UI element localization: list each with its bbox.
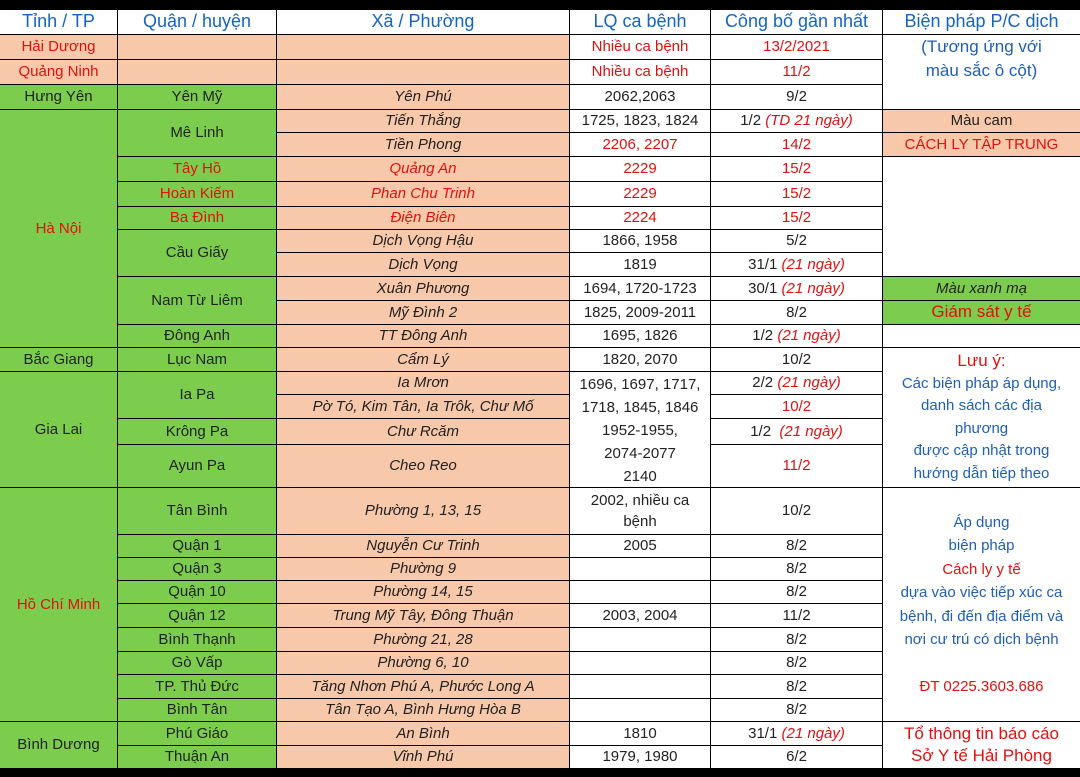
ward-quang-an [277,157,569,181]
ward-label: An Bình [396,724,450,742]
date-text: 8/2 [786,654,807,672]
ward-cam-ly [277,348,569,371]
ward-label: Phường 14, 15 [373,583,473,601]
cases-text: 1696, 1697, 1717, [579,376,701,393]
province-bac-giang [0,348,117,371]
measures-text: (Tương ứng với [921,37,1042,56]
date-text: 11/2 [782,63,811,81]
apply-text: biện pháp [948,537,1015,555]
cases-binh-thanh [570,628,710,651]
ward-label: Yên Phú [394,88,452,106]
ward-tien-thang [277,110,569,132]
ward-tt-dong-anh [277,325,569,347]
cases-text: 1718, 1845, 1846 [581,399,699,416]
ward-vinh-phu [277,746,569,768]
date-quang-an [711,157,882,181]
date-text: 8/2 [786,677,807,695]
apply-highlight: Cách ly y tế [942,560,1021,578]
ward-label: Cẩm Lý [397,350,449,368]
ward-label: Mỹ Đình 2 [388,303,458,321]
district-binh-tan [118,699,276,721]
district-label: Ba Đình [169,209,225,227]
date-phan-chu-trinh [711,182,882,206]
header-cases [570,10,710,34]
district-label: Đông Anh [164,327,230,345]
date-text: 1/2 [752,327,774,345]
header-announced [711,10,882,34]
header-province-text: Tỉnh / TP [22,11,95,32]
province-label: Hồ Chí Minh [16,595,101,613]
apply-line: Áp dụng [953,513,1010,531]
cases-thu-duc [570,675,710,698]
measures-green-label [883,277,1080,300]
report-line: Sở Y tế Hải Phòng [911,746,1052,765]
cases-xuan-phuong [570,277,710,300]
apply-line: nơi cư trú có dịch bệnh [904,631,1059,649]
cases-text: 1952-1955, [602,422,678,439]
cases-quang-ninh [570,60,710,84]
cases-text: Nhiều ca bệnh [591,63,689,81]
province-label: Bắc Giang [23,350,94,368]
district-label: Tân Bình [166,502,228,520]
province-label: Hải Dương [21,38,96,56]
date-binh-thanh [711,628,882,651]
district-label: Mê Linh [170,124,224,142]
cases-text: Nhiều ca bệnh [591,38,689,56]
cases-dien-bien [570,207,710,229]
district-thu-duc [118,675,276,698]
note-line: phương [954,419,1009,437]
date-quan-12 [711,604,882,627]
date-text: 5/2 [786,232,807,250]
measures-text: CÁCH LY TẬP TRUNG [904,135,1059,153]
province-binh-duong [0,722,117,768]
cases-phan-chu-trinh [570,182,710,206]
district-label: Krông Pa [165,422,229,440]
ward-label: Phan Chu Trinh [371,185,475,203]
ward-label: Phường 9 [389,560,457,578]
district-label: Quận 12 [168,606,226,624]
measures-note [883,348,1080,487]
ward-empty [277,35,569,59]
ward-label: Ia Mrơn [397,374,449,392]
district-label: Ayun Pa [168,457,226,475]
cases-text: 2229 [623,185,657,203]
header-province [0,10,117,34]
ward-label: Pờ Tó, Kim Tân, Ia Trôk, Chư Mố [312,397,534,415]
date-text: 9/2 [786,88,807,106]
ward-p-14-15 [277,581,569,603]
header-cases-text: LQ ca bệnh [593,11,687,32]
district-empty [118,35,276,59]
cases-text: 1820, 2070 [602,350,678,368]
date-text: 2/2 [752,374,774,392]
date-text: 14/2 [781,135,812,153]
header-district [118,10,276,34]
note-title: Lưu ý: [957,351,1006,370]
district-label: Ia Pa [179,386,215,404]
ward-p-21-28 [277,628,569,651]
date-text: 31/1 [748,255,778,273]
cases-hai-duong [570,35,710,59]
ward-label: Vĩnh Phú [392,748,454,766]
ward-phuong-9 [277,558,569,580]
district-tan-binh [118,488,276,534]
district-label: Quận 3 [172,560,222,578]
ward-label: Cheo Reo [389,457,457,475]
cases-quan-3 [570,558,710,580]
cases-text: 1725, 1823, 1824 [581,112,699,130]
district-label: Nam Từ Liêm [151,291,243,309]
province-label: Hà Nội [35,219,82,237]
cases-text: 1979, 1980 [602,748,678,766]
cases-text: 2224 [623,209,657,227]
district-krong-pa [118,419,276,444]
date-text: 15/2 [781,209,812,227]
note-line: được cập nhật trong [913,442,1050,459]
measures-text: Giám sát y tế [931,302,1032,322]
date-tan-binh [711,488,882,534]
ward-label: Tân Tạo A, Bình Hưng Hòa B [325,701,521,719]
ward-label: Tiền Phong [384,135,462,153]
date-tien-thang [711,110,882,132]
ward-chu-rcam [277,419,569,444]
cases-text: 1695, 1826 [602,327,678,345]
measures-text: Màu cam [950,112,1013,130]
district-label: Phú Giáo [165,724,229,742]
cases-yen-phu [570,85,710,109]
date-yen-phu [711,85,882,109]
cases-text: 2206, 2207 [602,135,678,153]
province-ha-noi [0,110,117,347]
province-label: Gia Lai [34,420,83,438]
measures-orange-label [883,110,1080,132]
measures-color-legend [883,35,1080,109]
cases-cam-ly [570,348,710,371]
date-text: 30/1 [748,279,778,297]
district-cau-giay [118,230,276,276]
ward-dich-vong-hau [277,230,569,252]
header-ward [277,10,569,34]
date-text: 10/2 [781,502,812,520]
ward-phan-chu-trinh [277,182,569,206]
ward-p-6-10 [277,652,569,674]
note-line: Các biện pháp áp dụng, [901,374,1062,392]
district-hoan-kiem [118,182,276,206]
date-an-binh [711,722,882,745]
date-note: (21 ngày) [777,327,841,345]
date-quan-10 [711,581,882,603]
cases-vinh-phu [570,746,710,768]
cases-quang-an [570,157,710,181]
district-tay-ho [118,157,276,181]
district-label: Gò Vấp [171,654,223,672]
measures-text: màu sắc ô cột) [925,61,1038,81]
date-vinh-phu [711,746,882,768]
ward-ia-mron [277,372,569,394]
province-quang-ninh [0,60,117,84]
note-line: hướng dẫn tiếp theo [913,464,1050,482]
date-text: 13/2/2021 [763,38,830,56]
date-text: 8/2 [786,303,807,321]
district-dong-anh [118,325,276,347]
date-quang-ninh [711,60,882,84]
province-hai-duong [0,35,117,59]
ward-label: Tăng Nhơn Phú A, Phước Long A [311,677,535,695]
ward-label: Phường 6, 10 [377,654,469,672]
cases-dich-vong [570,253,710,276]
date-xuan-phuong [711,277,882,300]
ward-an-binh [277,722,569,745]
date-text: 6/2 [786,748,807,766]
province-ho-chi-minh [0,488,117,721]
ward-cheo-reo [277,445,569,487]
district-label: Yên Mỹ [171,88,223,106]
date-text: 8/2 [786,701,807,719]
measures-text: Màu xanh mạ [936,279,1027,297]
date-binh-tan [711,699,882,721]
ward-tan-tao [277,699,569,721]
date-note: (TD 21 ngày) [765,112,853,130]
district-label: Bình Thạnh [158,630,236,648]
cases-quan-10 [570,581,710,603]
ward-label: Dịch Vọng [388,255,458,273]
note-line: danh sách các địa [921,397,1042,414]
cases-gia-lai [570,372,710,487]
district-quan-1 [118,535,276,557]
district-empty [118,60,276,84]
measures-report [883,722,1080,768]
ward-label: Phường 1, 13, 15 [364,502,482,520]
cases-text: 1866, 1958 [602,232,678,250]
cases-text: 2062,2063 [604,88,676,106]
date-text: 8/2 [786,583,807,601]
district-quan-10 [118,581,276,603]
date-text: 8/2 [786,560,807,578]
ward-label: Phường 21, 28 [373,630,473,648]
date-tien-phong [711,133,882,156]
cases-my-dinh-2 [570,301,710,324]
ward-label: Dịch Vọng Hậu [372,232,474,250]
ward-label: TT Đông Anh [378,327,468,345]
district-label: Quận 1 [172,537,222,555]
district-go-vap [118,652,276,674]
ward-p-1-13-15 [277,488,569,534]
ward-trung-my-tay [277,604,569,627]
measures-apply [883,488,1080,721]
header-measures [883,10,1080,34]
date-my-dinh-2 [711,301,882,324]
date-go-vap [711,652,882,674]
district-ia-pa [118,372,276,418]
date-ia-mron [711,372,882,394]
district-label: Lục Nam [166,350,228,368]
district-me-linh [118,110,276,156]
date-po-to [711,395,882,418]
province-gia-lai [0,372,117,487]
district-label: Bình Tân [166,701,228,719]
district-ayun-pa [118,445,276,487]
district-phu-giao [118,722,276,745]
ward-dien-bien [277,207,569,229]
measures-blank [883,325,1080,347]
date-quan-1 [711,535,882,557]
header-ward-text: Xã / Phường [371,11,475,32]
cases-go-vap [570,652,710,674]
cases-binh-tan [570,699,710,721]
header-announced-text: Công bố gần nhất [724,11,869,32]
district-quan-3 [118,558,276,580]
ward-xuan-phuong [277,277,569,300]
ward-dich-vong [277,253,569,276]
ward-po-to [277,395,569,418]
date-note: (21 ngày) [781,279,845,297]
date-cheo-reo [711,445,882,487]
district-quan-12 [118,604,276,627]
date-text: 31/1 [748,724,778,742]
district-label: TP. Thủ Đức [155,677,239,695]
cases-text: 2002, nhiều ca [590,492,690,509]
measures-orange-action [883,133,1080,156]
cases-text: 2229 [623,160,657,178]
date-note: (21 ngày) [781,724,845,742]
cases-text: 1825, 2009-2011 [583,303,697,321]
date-note: (21 ngày) [779,422,843,440]
date-dien-bien [711,207,882,229]
ward-empty [277,60,569,84]
date-chu-rcam [711,419,882,444]
date-hai-duong [711,35,882,59]
province-label: Quảng Ninh [18,63,99,81]
cases-tien-phong [570,133,710,156]
phone-number: ĐT 0225.3603.686 [919,677,1044,695]
cases-tan-binh [570,488,710,534]
cases-dong-anh [570,325,710,347]
cases-text: 1694, 1720-1723 [583,279,697,297]
cases-text: bệnh [623,513,657,530]
cases-text: 1819 [623,255,657,273]
date-cam-ly [711,348,882,371]
date-dong-anh [711,325,882,347]
district-ba-dinh [118,207,276,229]
ward-label: Quảng An [389,160,457,178]
date-note: (21 ngày) [777,374,841,392]
district-binh-thanh [118,628,276,651]
ward-label: Xuân Phương [376,279,470,297]
date-text: 1/2 [740,112,762,130]
cases-text: 2003, 2004 [602,606,678,624]
province-label: Hưng Yên [24,88,93,106]
report-line: Tổ thông tin báo cáo [903,724,1059,743]
cases-tien-thang [570,110,710,132]
date-quan-3 [711,558,882,580]
ward-tang-nhon-phu [277,675,569,698]
date-dich-vong [711,253,882,276]
date-text: 11/2 [782,606,811,624]
date-text: 1/2 [750,422,772,440]
date-text: 10/2 [781,350,812,368]
ward-label: Điện Biên [390,209,456,227]
district-nam-tu-liem [118,277,276,324]
ward-tien-phong [277,133,569,156]
district-label: Thuận An [164,748,230,766]
cases-an-binh [570,722,710,745]
district-label: Quận 10 [168,583,226,601]
date-text: 8/2 [786,630,807,648]
date-thu-duc [711,675,882,698]
district-luc-nam [118,348,276,371]
measures-blank [883,157,1080,276]
ward-nguyen-cu-trinh [277,535,569,557]
header-measures-text: Biện pháp P/C dịch [904,11,1059,32]
date-note: (21 ngày) [781,255,845,273]
measures-green-action [883,301,1080,324]
header-district-text: Quận / huyện [142,11,252,32]
district-yen-my [118,85,276,109]
ward-label: Trung Mỹ Tây, Đông Thuận [332,606,514,624]
ward-label: Nguyễn Cư Trinh [366,537,480,555]
district-label: Hoàn Kiếm [159,185,235,203]
cases-quan-12 [570,604,710,627]
cases-quan-1 [570,535,710,557]
date-text: 15/2 [781,160,812,178]
date-text: 10/2 [781,397,812,415]
date-text: 8/2 [786,537,807,555]
cases-dich-vong-hau [570,230,710,252]
date-text: 15/2 [781,185,812,203]
ward-yen-phu [277,85,569,109]
district-thuan-an [118,746,276,768]
ward-my-dinh-2 [277,301,569,324]
date-text: 11/2 [782,457,811,475]
province-label: Bình Dương [17,736,100,754]
district-label: Tây Hồ [172,160,222,178]
cases-text: 1810 [623,724,657,742]
cases-text: 2005 [623,537,657,555]
apply-line [942,534,1020,581]
ward-label: Chư Rcăm [386,422,460,440]
apply-line: bệnh, đi đến địa điểm và [899,607,1064,625]
date-dich-vong-hau [711,230,882,252]
ward-label: Tiến Thắng [385,112,461,130]
district-label: Cầu Giấy [165,244,229,262]
cases-text: 2074-2077 [604,445,676,462]
apply-line: dựa vào việc tiếp xúc ca [900,584,1063,602]
province-hung-yen [0,85,117,109]
cases-text: 2140 [623,468,657,485]
